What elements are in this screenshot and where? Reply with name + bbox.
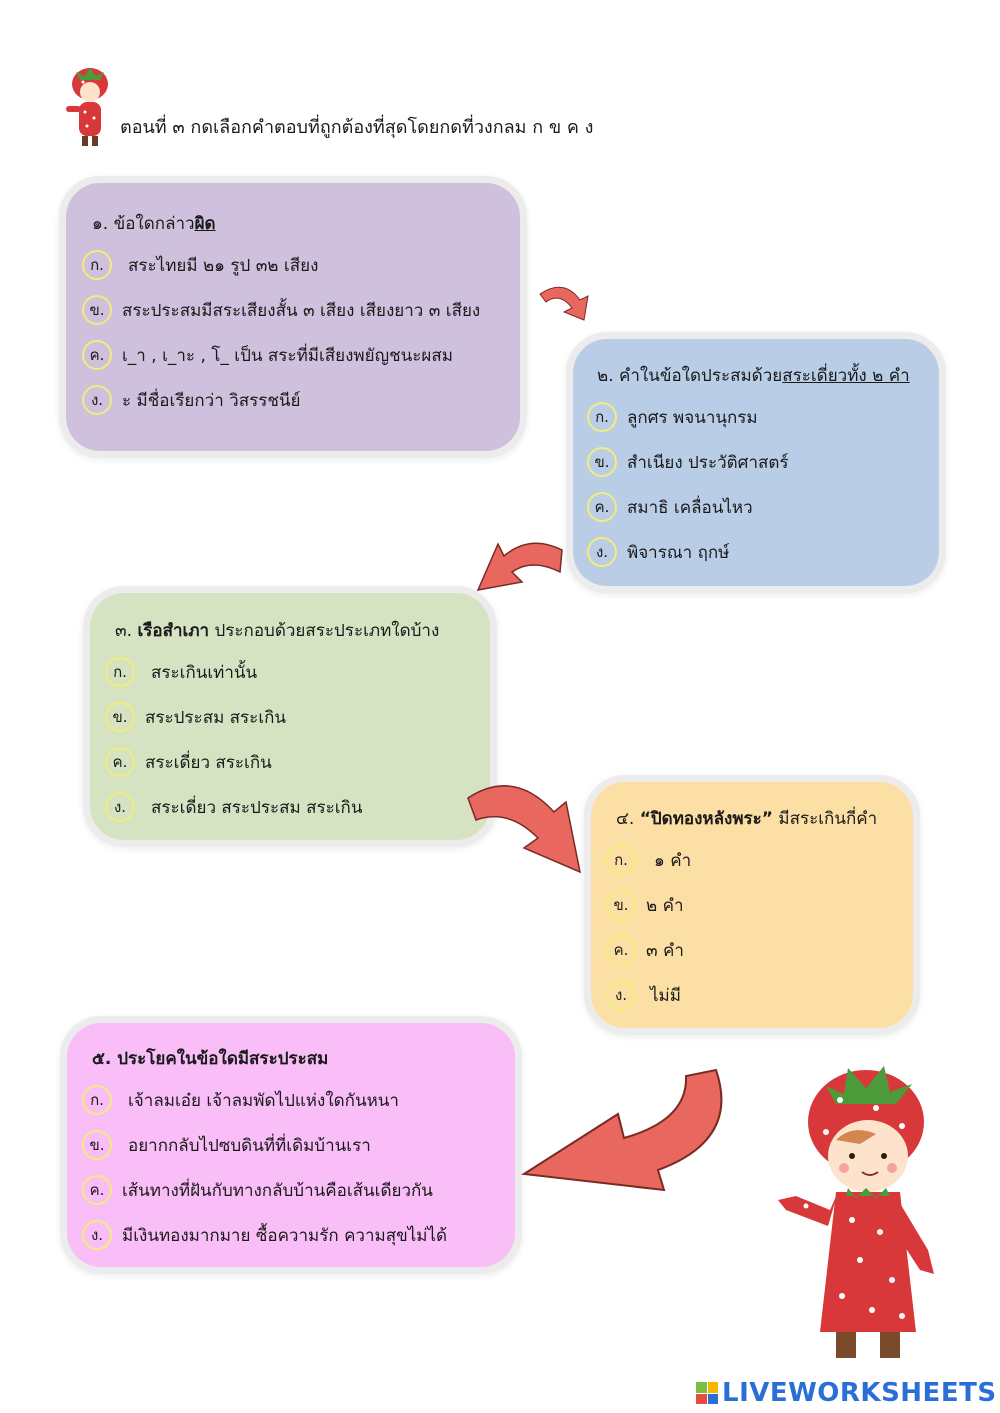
q4-option-c-circle[interactable]: ค.: [606, 935, 636, 965]
q3-option-a: ก. สระเกินเท่านั้น: [105, 657, 257, 687]
q3-option-d: ง. สระเดี่ยว สระประสม สระเกิน: [105, 792, 362, 822]
q4-option-d-circle[interactable]: ง.: [606, 980, 636, 1010]
q5-option-b: ข. อยากกลับไปซบดินที่ที่เดิมบ้านเรา: [82, 1130, 371, 1160]
q2-option-c-circle[interactable]: ค.: [587, 492, 617, 522]
question-5-title: ๕. ประโยคในข้อใดมีสระประสม: [92, 1049, 329, 1069]
q3-option-b: ข. สระประสม สระเกิน: [105, 702, 286, 732]
q1-option-b: ข. สระประสมมีสระเสียงสั้น ๓ เสียง เสียงยาว ๓ เสียง: [82, 295, 480, 325]
q3-option-b-circle[interactable]: ข.: [105, 702, 135, 732]
q5-option-b-circle[interactable]: ข.: [82, 1130, 112, 1160]
question-4-title: ๔. “ปิดทองหลังพระ” มีสระเกินกี่คำ: [616, 809, 878, 829]
liveworksheets-logo-icon: [696, 1382, 718, 1404]
q4-option-b: ข. ๒ คำ: [606, 890, 684, 920]
q2-option-d: ง. พิจารณา ฤกษ์: [587, 537, 729, 567]
brand-text: LIVEWORKSHEETS: [722, 1378, 997, 1408]
strawberry-mascot-small-icon: [60, 62, 120, 150]
q2-option-a: ก. ลูกศร พจนานุกรม: [587, 402, 758, 432]
q2-option-d-circle[interactable]: ง.: [587, 537, 617, 567]
q5-option-c-circle[interactable]: ค.: [82, 1175, 112, 1205]
q4-option-b-circle[interactable]: ข.: [606, 890, 636, 920]
q4-option-a: ก. ๑ คำ: [606, 845, 691, 875]
instruction-text: ตอนที่ ๓ กดเลือกคำตอบที่ถูกต้องที่สุดโดยกดที่วงกลม ก ข ค ง: [120, 117, 594, 138]
strawberry-mascot-large-icon: [756, 1060, 966, 1380]
q5-option-d-circle[interactable]: ง.: [82, 1220, 112, 1250]
q1-option-a-circle[interactable]: ก.: [82, 250, 112, 280]
q3-option-c: ค. สระเดี่ยว สระเกิน: [105, 747, 272, 777]
question-3-title: ๓. เรือสำเภา ประกอบด้วยสระประเภทใดบ้าง: [115, 621, 440, 641]
arrow-1-icon: [536, 278, 592, 326]
q1-option-b-circle[interactable]: ข.: [82, 295, 112, 325]
q4-option-d: ง. ไม่มี: [606, 980, 681, 1010]
q2-option-c: ค. สมาธิ เคลื่อนไหว: [587, 492, 753, 522]
q1-option-c-circle[interactable]: ค.: [82, 340, 112, 370]
arrow-2-icon: [470, 530, 570, 600]
q5-option-a: ก. เจ้าลมเอ๋ย เจ้าลมพัดไปแห่งใดกันหนา: [82, 1085, 399, 1115]
q1-option-a: ก. สระไทยมี ๒๑ รูป ๓๒ เสียง: [82, 250, 318, 280]
q2-option-b: ข. สำเนียง ประวัติศาสตร์: [587, 447, 789, 477]
q1-option-d: ง. ะ มีชื่อเรียกว่า วิสรรชนีย์: [82, 385, 300, 415]
arrow-3-icon: [462, 768, 592, 880]
q5-option-d: ง. มีเงินทองมากมาย ซื้อความรัก ความสุขไม่ได้: [82, 1220, 447, 1250]
q1-option-c: ค. เ_า , เ_าะ , โ_ เป็น สระที่มีเสียงพยัญชนะผสม: [82, 340, 453, 370]
q3-option-c-circle[interactable]: ค.: [105, 747, 135, 777]
q5-option-c: ค. เส้นทางที่ฝันกับทางกลับบ้านคือเส้นเดียวกัน: [82, 1175, 433, 1205]
liveworksheets-logo: [696, 1378, 997, 1408]
q5-option-a-circle[interactable]: ก.: [82, 1085, 112, 1115]
q2-option-b-circle[interactable]: ข.: [587, 447, 617, 477]
q3-option-d-circle[interactable]: ง.: [105, 792, 135, 822]
question-1-title: ๑. ข้อใดกล่าวผิด: [92, 214, 216, 234]
q4-option-c: ค. ๓ คำ: [606, 935, 684, 965]
q2-option-a-circle[interactable]: ก.: [587, 402, 617, 432]
arrow-4-icon: [518, 1060, 740, 1200]
q1-option-d-circle[interactable]: ง.: [82, 385, 112, 415]
q3-option-a-circle[interactable]: ก.: [105, 657, 135, 687]
q4-option-a-circle[interactable]: ก.: [606, 845, 636, 875]
question-2-title: ๒. คำในข้อใดประสมด้วยสระเดี่ยวทั้ง ๒ คำ: [597, 366, 910, 386]
